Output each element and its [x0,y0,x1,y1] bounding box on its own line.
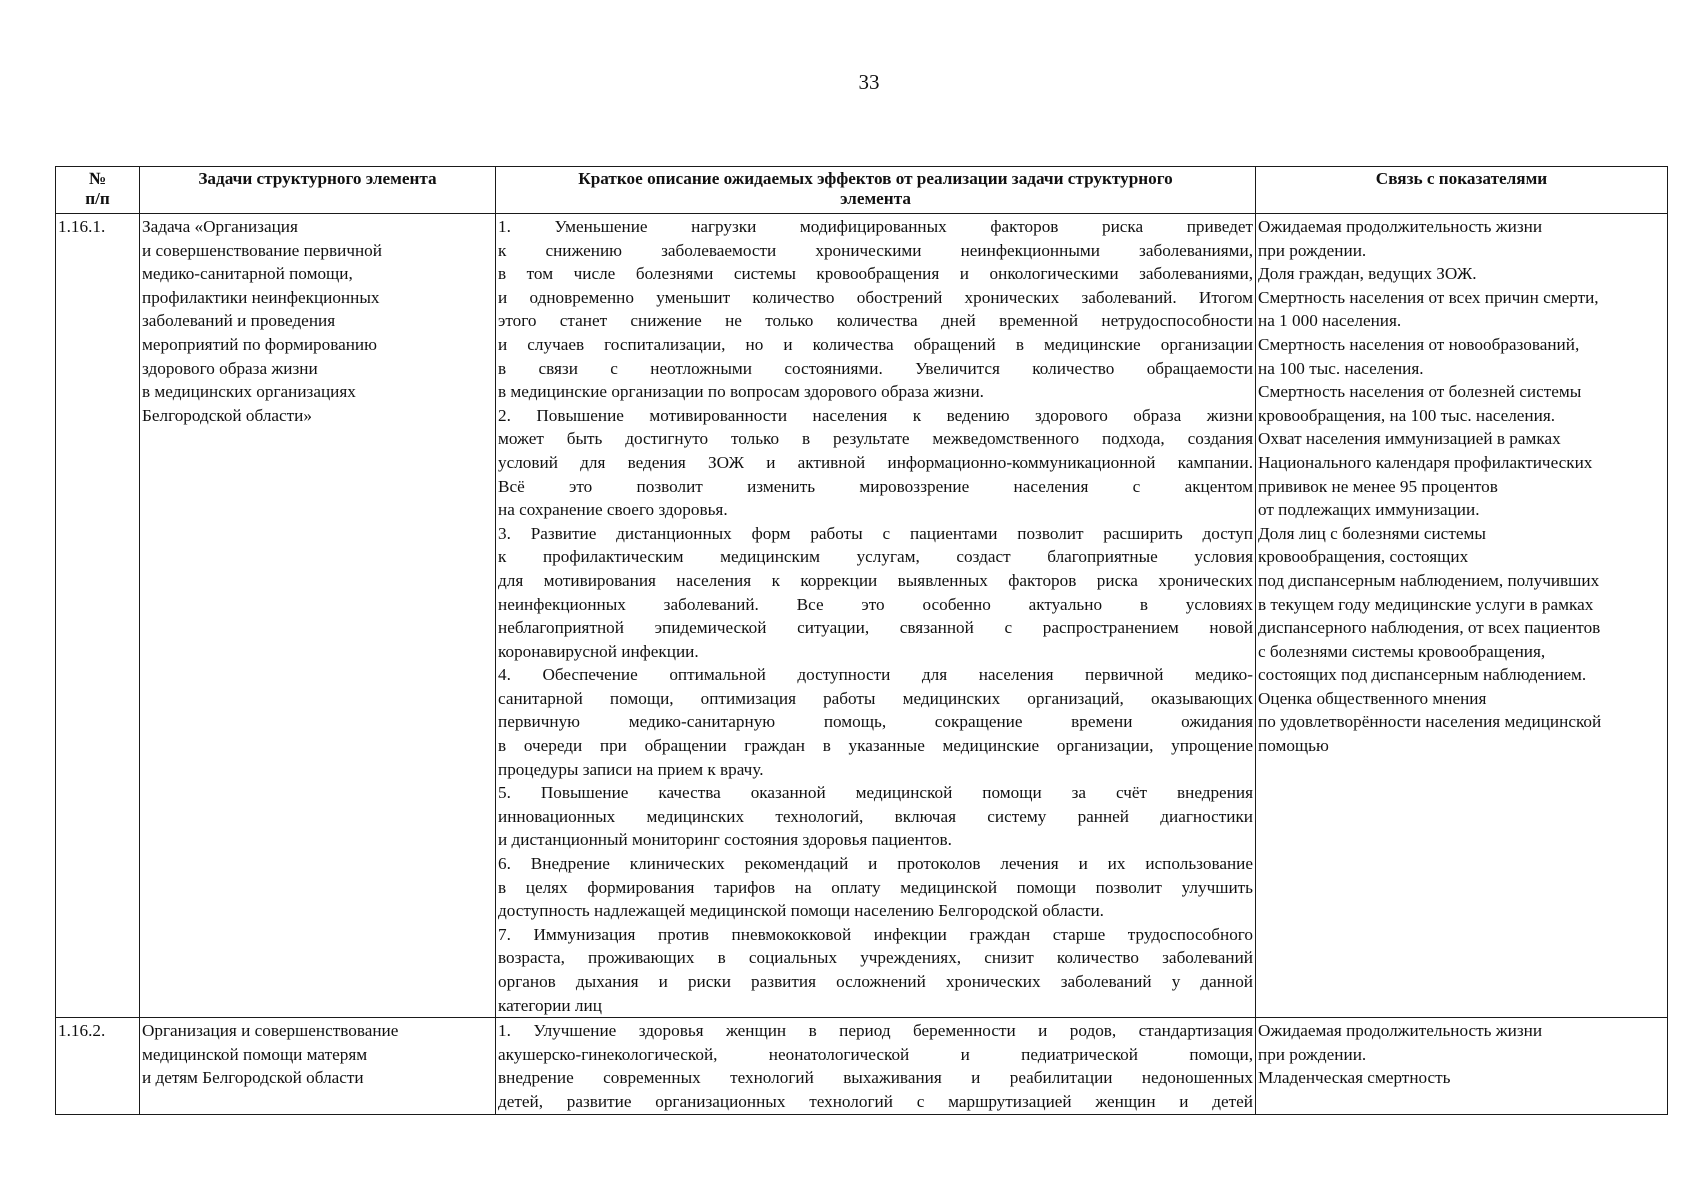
effects-line: процедуры записи на прием к врачу. [498,759,764,779]
task-line: Белгородской области» [142,405,312,425]
indicator-line: Ожидаемая продолжительность жизни [1258,217,1543,236]
effects-line: детей, развитие организационных технологий с маршрутизацией женщин и детей [498,1091,1253,1111]
indicator-line: на 1 000 населения. [1258,311,1402,331]
effects-line: санитарной помощи, оптимизация работы медицинских организаций, оказывающих [498,688,1253,708]
indicator-line: помощью [1258,736,1329,756]
indicator-line: Ожидаемая продолжительность жизни [1258,1021,1543,1041]
indicator-line: при рождении. [1258,240,1367,260]
task-line: медико-санитарной помощи, [142,264,353,284]
table-header-row [56,167,1668,214]
effects-line: может быть достигнуто только в результате межведомственного подхода, создания [498,429,1253,449]
effects-line: внедрение современных технологий выхаживания и реабилитации недоношенных [498,1068,1253,1088]
effects-line: к профилактическим медицинским услугам, создаст благоприятные условия [498,547,1253,567]
header-line: Задачи структурного элемента [198,169,437,188]
header-line: п/п [85,189,110,208]
task-cell [140,1018,496,1115]
indicator-line: диспансерного наблюдения, от всех пациентов [1258,618,1601,638]
table-row [56,1018,1668,1115]
indicator-line: Смертность населения от новообразований, [1258,334,1580,354]
effects-line: и случаев госпитализации, но и количества обращений в медицинские организации [498,334,1253,354]
indicator-line: Смертность населения от всех причин смерти, [1258,287,1599,307]
effects-line: 4. Обеспечение оптимальной доступности для населения первичной медико- [498,665,1253,685]
effects-line: и одновременно уменьшит количество обострений хронических заболеваний. Итогом [498,287,1253,307]
task-line: в медицинских организациях [142,382,356,402]
task-line: заболеваний и проведения [142,311,336,331]
indicators-cell [1256,214,1668,1018]
indicator-line: под диспансерным наблюдением, получивших [1258,570,1600,590]
indicator-line: Доля лиц с болезнями системы [1258,523,1486,543]
indicator-line: прививок не менее 95 процентов [1258,476,1498,496]
indicator-line: Смертность населения от болезней системы [1258,382,1582,402]
header-line: Связь с показателями [1375,169,1548,188]
effects-line: 1. Уменьшение нагрузки модифицированных факторов риска приведет [498,217,1253,236]
header-line: Краткое описание ожидаемых эффектов от реализации задачи структурного [578,169,1173,188]
effects-line: органов дыхания и риски развития осложнений хронических заболеваний у данной [498,972,1253,991]
effects-line: неинфекционных заболеваний. Все это особенно актуально в условиях [498,594,1253,614]
effects-line: в целях формирования тарифов на оплату медицинской помощи позволит улучшить [498,877,1253,897]
effects-line: в связи с неотложными состояниями. Увеличится количество обращаемости [498,358,1253,378]
row-number-cell [56,214,140,1018]
effects-line: этого станет снижение не только количества дней временной нетрудоспособности [498,311,1253,331]
header-line: элемента [840,189,911,208]
effects-line: 2. Повышение мотивированности населения к ведению здорового образа жизни [498,405,1253,425]
task-line: Задача «Организация [142,217,298,236]
header-indicators [1256,167,1668,214]
table-row [56,214,1668,1018]
effects-line: 5. Повышение качества оказанной медицинской помощи за счёт внедрения [498,783,1253,803]
indicator-line: состоящих под диспансерным наблюдением. [1258,665,1587,685]
task-line: Организация и совершенствование [142,1021,399,1041]
effects-line: возраста, проживающих в социальных учреждениях, снизит количество заболеваний [498,948,1253,968]
indicator-line: кровообращения, состоящих [1258,547,1469,567]
effects-line: 6. Внедрение клинических рекомендаций и протоколов лечения и их использование [498,854,1253,874]
effects-line: в том числе болезнями системы кровообращения и онкологическими заболеваниями, [498,264,1253,284]
task-line: и совершенствование первичной [142,240,382,260]
effects-line: категории лиц [498,995,602,1015]
effects-line: условий для ведения ЗОЖ и активной информационно-коммуникационной кампании. [498,452,1253,472]
effects-line: Всё это позволит изменить мировоззрение населения с акцентом [498,476,1253,496]
task-line: и детям Белгородской области [142,1068,364,1088]
row-number: 1.16.2. [58,1021,106,1041]
indicator-line: кровообращения, на 100 тыс. населения. [1258,405,1556,425]
effects-line: коронавирусной инфекции. [498,641,699,661]
effects-line: неблагоприятной эпидемической ситуации, связанной с распространением новой [498,618,1253,638]
page-number: 33 [858,70,880,94]
indicator-line: на 100 тыс. населения. [1258,358,1424,378]
task-cell [140,214,496,1018]
indicator-line: Охват населения иммунизацией в рамках [1258,429,1561,449]
effects-line: на сохранение своего здоровья. [498,500,728,520]
effects-line: и дистанционный мониторинг состояния здоровья пациентов. [498,830,952,850]
indicator-line: Оценка общественного мнения [1258,688,1487,708]
header-tasks [140,167,496,214]
task-line: мероприятий по формированию [142,334,377,354]
indicator-line: Доля граждан, ведущих ЗОЖ. [1258,264,1477,284]
indicator-line: Национального календаря профилактических [1258,452,1593,472]
task-line: медицинской помощи матерям [142,1044,368,1064]
indicator-line: при рождении. [1258,1044,1367,1064]
effects-line: 7. Иммунизация против пневмококковой инфекции граждан старше трудоспособного [498,924,1253,944]
structural-element-table [55,166,1668,1115]
effects-line: акушерско-гинекологической, неонатологической и педиатрической помощи, [498,1044,1253,1064]
effects-line: доступность надлежащей медицинской помощи населению Белгородской области. [498,901,1104,921]
indicator-line: в текущем году медицинские услуги в рамках [1258,594,1594,614]
indicator-line: по удовлетворённости населения медицинской [1258,712,1602,732]
effects-line: в очереди при обращении граждан в указанные медицинские организации, упрощение [498,736,1253,756]
row-number-cell [56,1018,140,1115]
effects-line: 1. Улучшение здоровья женщин в период беременности и родов, стандартизация [498,1021,1253,1041]
effects-line: инновационных медицинских технологий, включая систему ранней диагностики [498,806,1253,826]
indicators-cell [1256,1018,1668,1115]
effects-line: к снижению заболеваемости хроническими неинфекционными заболеваниями, [498,240,1253,260]
header-line: № [88,169,107,188]
indicator-line: с болезнями системы кровообращения, [1258,641,1546,661]
effects-cell [496,1018,1256,1115]
effects-line: 3. Развитие дистанционных форм работы с пациентами позволит расширить доступ [498,523,1253,543]
effects-line: в медицинские организации по вопросам здорового образа жизни. [498,382,984,402]
header-number [56,167,140,214]
row-number: 1.16.1. [58,217,106,236]
effects-line: первичную медико-санитарную помощь, сокращение времени ожидания [498,712,1253,732]
indicator-line: Младенческая смертность [1258,1068,1451,1088]
header-effects [496,167,1256,214]
effects-cell [496,214,1256,1018]
indicator-line: от подлежащих иммунизации. [1258,500,1480,520]
task-line: здорового образа жизни [142,358,318,378]
task-line: профилактики неинфекционных [142,287,380,307]
effects-line: для мотивирования населения к коррекции выявленных факторов риска хронических [498,570,1253,590]
